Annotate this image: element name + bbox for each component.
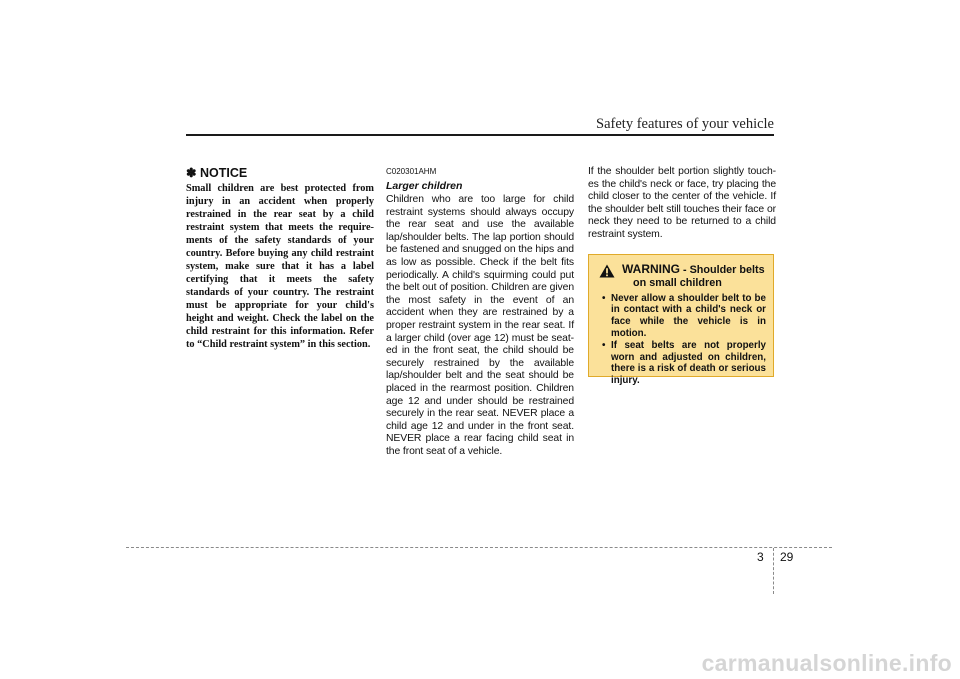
warning-item: • If seat belts are not properly worn and adjusted on children, there is a risk of death or serious injury. bbox=[602, 339, 766, 387]
notice-text: Small children are best protected from injury in an accident when properly restrained in the rear seat by a child restraint system that meets the require-ments of the safety standards of your country. Before buying any child restraint system, make sure that it has a label certifying that it meets the safety standards of your country. The restraint must be appropriate for your child's height and weight. Check the label on the child restraint for this information. Refer to “Child restraint system” in this section. bbox=[186, 183, 374, 350]
warning-item: • Never allow a shoulder belt to be in contact with a child's neck or face while the vehicle is in motion. bbox=[602, 292, 766, 339]
warning-label: WARNING bbox=[622, 261, 680, 276]
shoulder-belt-text: If the shoulder belt portion slightly touch-es the child's neck or face, try placing the child closer to the center of the vehicle. If the shoulder belt still touches their face or neck they need to be returned to a child restraint system. bbox=[588, 166, 776, 240]
larger-children-column bbox=[386, 166, 574, 458]
section-code: C020301AHM bbox=[386, 167, 437, 176]
footer-rule bbox=[126, 547, 832, 548]
warning-heading bbox=[599, 263, 766, 290]
larger-children-heading: Larger children bbox=[386, 180, 463, 192]
page-divider bbox=[773, 548, 774, 594]
notice-column bbox=[186, 166, 374, 351]
watermark: carmanualsonline.info bbox=[701, 650, 952, 676]
warning-list bbox=[599, 293, 766, 387]
warning-title bbox=[622, 263, 765, 290]
header-rule bbox=[186, 134, 774, 136]
chapter-number: 3 bbox=[757, 550, 764, 564]
notice-label: NOTICE bbox=[199, 166, 248, 180]
warning-title-line1: - Shoulder belts bbox=[683, 263, 765, 276]
larger-children-text: Children who are too large for child restraint systems should always occupy the rear seat and use the available lap/shoulder belts. The lap portion should be fastened and snugged on the hips and as low as possible. Check if the belt fits periodically. A child's squirming could put the belt out of position. Children are given the most safety in the event of an accident when they are restrained by a proper restraint system in the rear seat. If a larger child (over age 12) must be seat-ed in the front seat, the child should be securely restrained by the available lap/shoulder belt and the seat should be placed in the rearmost position. Children age 12 and under should be restrained securely in the rear seat. NEVER place a child age 12 and under in the front seat. NEVER place a rear facing child seat in the front seat of a vehicle. bbox=[386, 194, 574, 457]
notice-heading bbox=[186, 166, 374, 181]
warning-triangle-icon bbox=[599, 264, 615, 278]
section-title: Safety features of your vehicle bbox=[596, 116, 774, 132]
page-number: 29 bbox=[780, 550, 794, 564]
notice-symbol-icon: ✽ bbox=[186, 166, 197, 180]
shoulder-belt-column bbox=[588, 166, 776, 387]
warning-box bbox=[588, 254, 774, 387]
warning-title-line2: on small children bbox=[633, 276, 722, 289]
